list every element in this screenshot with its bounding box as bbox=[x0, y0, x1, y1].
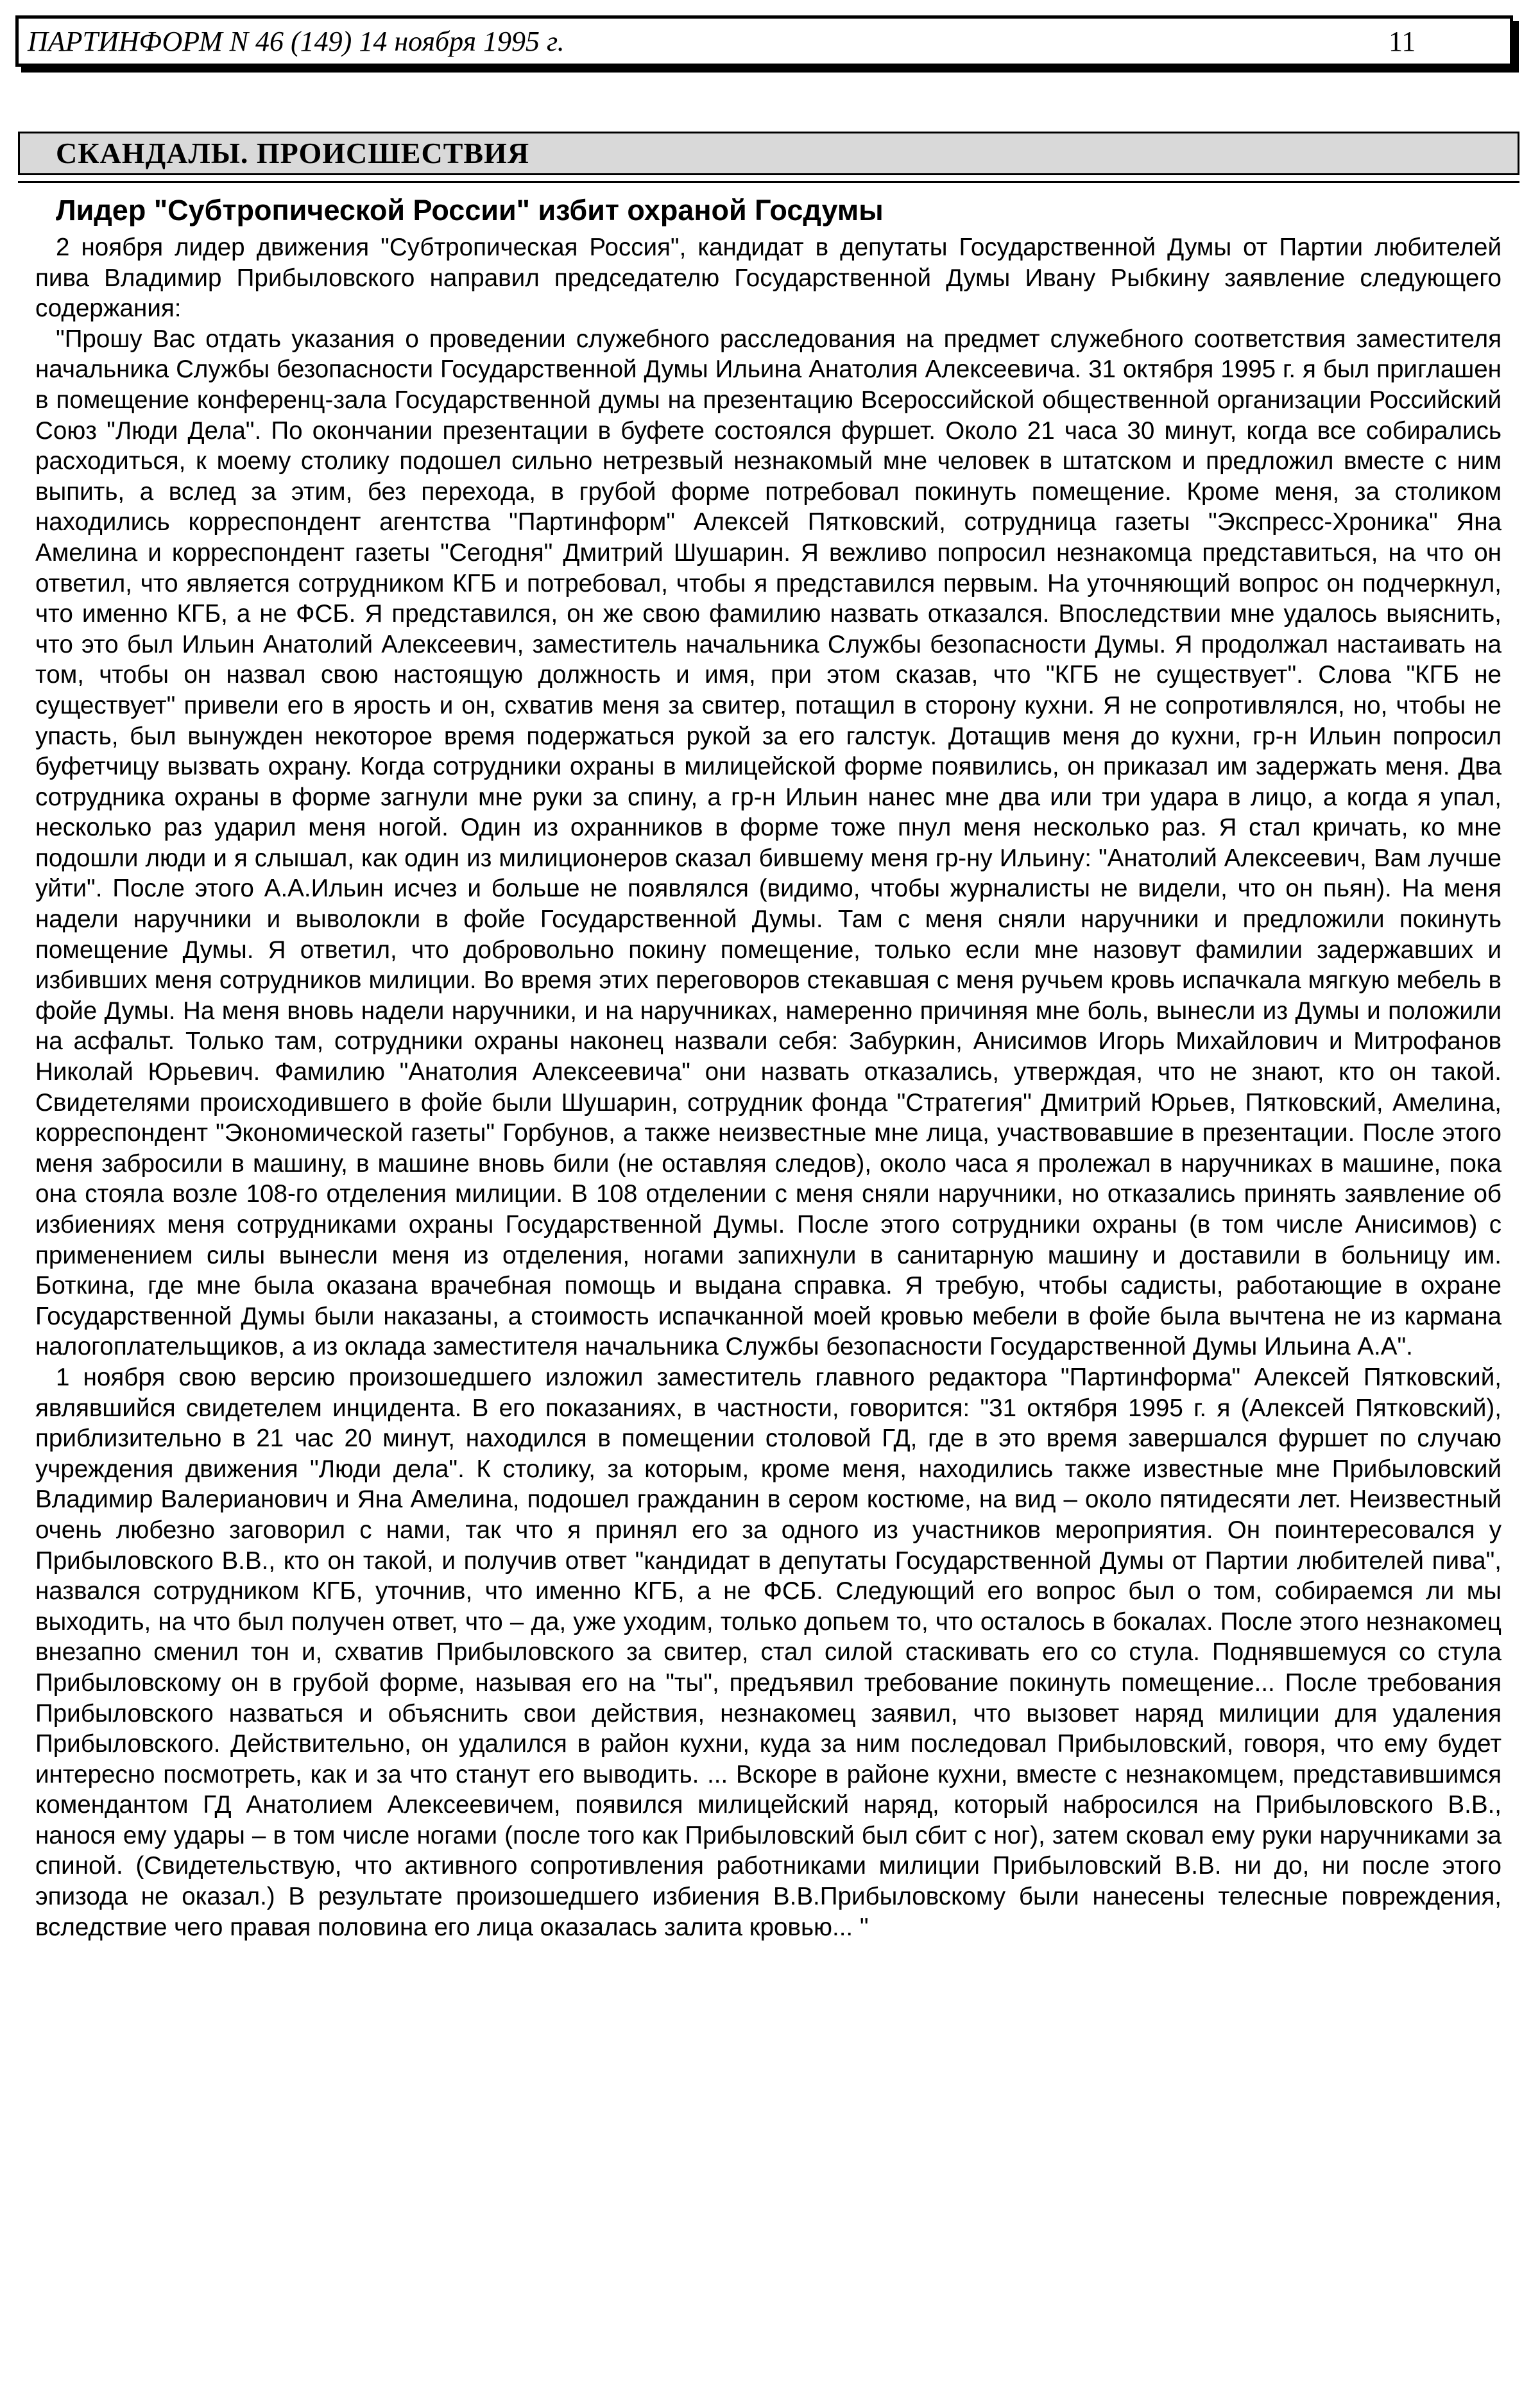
page-header bbox=[15, 15, 1513, 67]
article-paragraph-statement: "Прошу Вас отдать указания о проведении служебного расследования на предмет служебного соответствия заместителя начальника Службы безопасности Государственной Думы Ильина Анатолия Алексеевича. 31 октября 1995 г. я был приглашен в помещение конференц-зала Государственной думы на презентацию Всероссийской общественной организации Российский Союз "Люди Дела". По окончании презентации в буфете состоялся фуршет. Около 21 часа 30 минут, когда все собирались расходиться, к моему столику подошел сильно нетрезвый незнакомый мне человек в штатском и предложил вместе с ним выпить, а вслед за этим, без перехода, в грубой форме потребовал покинуть помещение. Кроме меня, за столиком находились корреспондент агентства "Партинформ" Алексей Пятковский, сотрудница газеты "Экспресс-Хроника" Яна Амелина и корреспондент газеты "Сегодня" Дмитрий Шушарин. Я вежливо попросил незнакомца представиться, на что он ответил, что является сотрудником КГБ и потребовал, чтобы я представился первым. На уточняющий вопрос он подчеркнул, что именно КГБ, а не ФСБ. Я представился, он же свою фамилию назвать отказался. Впоследствии мне удалось выяснить, что это был Ильин Анатолий Алексеевич, заместитель начальника Службы безопасности Думы. Я продолжал настаивать на том, чтобы он назвал свою настоящую должность и имя, при этом сказав, что "КГБ не существует". Слова "КГБ не существует" привели его в ярость и он, схватив меня за свитер, потащил в сторону кухни. Я не сопротивлялся, но, чтобы не упасть, был вынужден некоторое время подержаться рукой за его галстук. Дотащив меня до кухни, гр-н Ильин попросил буфетчицу вызвать охрану. Когда сотрудники охраны в милицейской форме появились, он приказал им задержать меня. Два сотрудника охраны в форме загнули мне руки за спину, а гр-н Ильин нанес мне два или три удара в лицо, а когда я упал, несколько раз ударил меня ногой. Один из охранников в форме тоже пнул меня несколько раз. Я стал кричать, ко мне подошли люди и я слышал, как один из милиционеров сказал бившему меня гр-ну Ильину: "Анатолий Алексеевич, Вам лучше уйти". После этого А.А.Ильин исчез и больше не появлялся (видимо, чтобы журналисты не видели, что он пьян). На меня надели наручники и выволокли в фойе Государственной Думы. Там с меня сняли наручники и предложили покинуть помещение Думы. Я ответил, что добровольно покину помещение, только если мне назовут фамилии задержавших и избивших меня сотрудников милиции. Во время этих переговоров стекавшая с меня ручьем кровь испачкала мягкую мебель в фойе Думы. На меня вновь надели наручники, и на наручниках, намеренно причиняя мне боль, вынесли из Думы и положили на асфальт. Только там, сотрудники охраны наконец назвали себя: Забуркин, Анисимов Игорь Михайлович и Митрофанов Николай Юрьевич. Фамилию "Анатолия Алексеевича" они назвать отказались, утверждая, что не знают, кто он такой. Свидетелями происходившего в фойе были Шушарин, сотрудник фонда "Стратегия" Дмитрий Юрьев, Пятковский, Амелина, корреспондент "Экономической газеты" Горбунов, а также неизвестные мне лица, участвовавшие в презентации. После этого меня забросили в машину, в машине вновь били (не оставляя следов), около часа я пролежал в наручниках в машине, пока она стояла возле 108-го отделения милиции. В 108 отделении с меня сняли наручники, но отказались принять заявление об избиениях меня сотрудниками охраны Государственной Думы. После этого сотрудники охраны (в том числе Анисимов) с применением силы вынесли меня из отделения, ногами запихнули в санитарную машину и доставили в больницу им. Боткина, где мне была оказана врачебная помощь и выдана справка. Я требую, чтобы садисты, работающие в охране Государственной Думы были наказаны, а стоимость испачканной моей кровью мебели в фойе была вычтена не из кармана налогоплательщиков, а из оклада заместителя начальника Службы безопасности Государственной Думы Ильина А.А". bbox=[35, 325, 1502, 1361]
page-number: 11 bbox=[1389, 26, 1416, 57]
publication-title: ПАРТИНФОРМ N 46 (149) 14 ноября 1995 г. bbox=[28, 26, 565, 57]
article-paragraph-witness: 1 ноября свою версию произошедшего изложил заместитель главного редактора "Партинформа" Алексей Пятковский, являвшийся свидетелем инцидента. В его показаниях, в частности, говорится: "31 октября 1995 г. я (Алексей Пятковский), приблизительно в 21 час 20 минут, находился в помещении столовой ГД, где в это время завершался фуршет по случаю учреждения движения "Люди дела". К столику, за которым, кроме меня, находились также известные мне Прибыловский Владимир Валерианович и Яна Амелина, подошел гражданин в сером костюме, на вид – около пятидесяти лет. Неизвестный очень любезно заговорил с нами, так что я принял его за одного из участников мероприятия. Он поинтересовался у Прибыловского В.В., кто он такой, и получив ответ "кандидат в депутаты Государственной Думы от Партии любителей пива", назвался сотрудником КГБ, уточнив, что именно КГБ, а не ФСБ. Следующий его вопрос был о том, собираемся ли мы выходить, на что был получен ответ, что – да, уже уходим, только допьем то, что осталось в бокалах. После этого незнакомец внезапно сменил тон и, схватив Прибыловского за свитер, стал силой стаскивать его со стула. Поднявшемуся со стула Прибыловскому он в грубой форме, называя его на "ты", предъявил требование покинуть помещение... После требования Прибыловского назваться и объяснить свои действия, незнакомец заявил, что вызовет наряд милиции для удаления Прибыловского. Действительно, он удалился в район кухни, куда за ним последовал Прибыловский, говоря, что ему будет интересно посмотреть, как и за что станут его выводить. ... Вскоре в районе кухни, вместе с незнакомцем, представившимся комендантом ГД Анатолием Алексеевичем, появился милицейский наряд, который набросился на Прибыловского В.В., нанося ему удары – в том числе ногами (после того как Прибыловский был сбит с ног), затем сковал ему руки наручниками за спиной. (Свидетельствую, что активного сопротивления работниками милиции Прибыловский В.В. ни до, ни после этого эпизода не оказал.) В результате произошедшего избиения В.В.Прибыловскому были нанесены телесные повреждения, вследствие чего правая половина его лица оказалась залита кровью... " bbox=[35, 1363, 1502, 1941]
section-title: СКАНДАЛЫ. ПРОИСШЕСТВИЯ bbox=[56, 137, 530, 169]
article-headline: Лидер "Субтропической России" избит охраной Госдумы bbox=[56, 194, 884, 227]
section-banner bbox=[18, 132, 1519, 175]
section-divider bbox=[18, 181, 1519, 183]
article-paragraph-intro: 2 ноября лидер движения "Субтропическая Россия", кандидат в депутаты Государственной Думы от Партии любителей пива Владимир Прибыловского направил председателю Государственной Думы Ивану Рыбкину заявление следующего содержания: bbox=[35, 234, 1502, 323]
article bbox=[35, 193, 1502, 1942]
